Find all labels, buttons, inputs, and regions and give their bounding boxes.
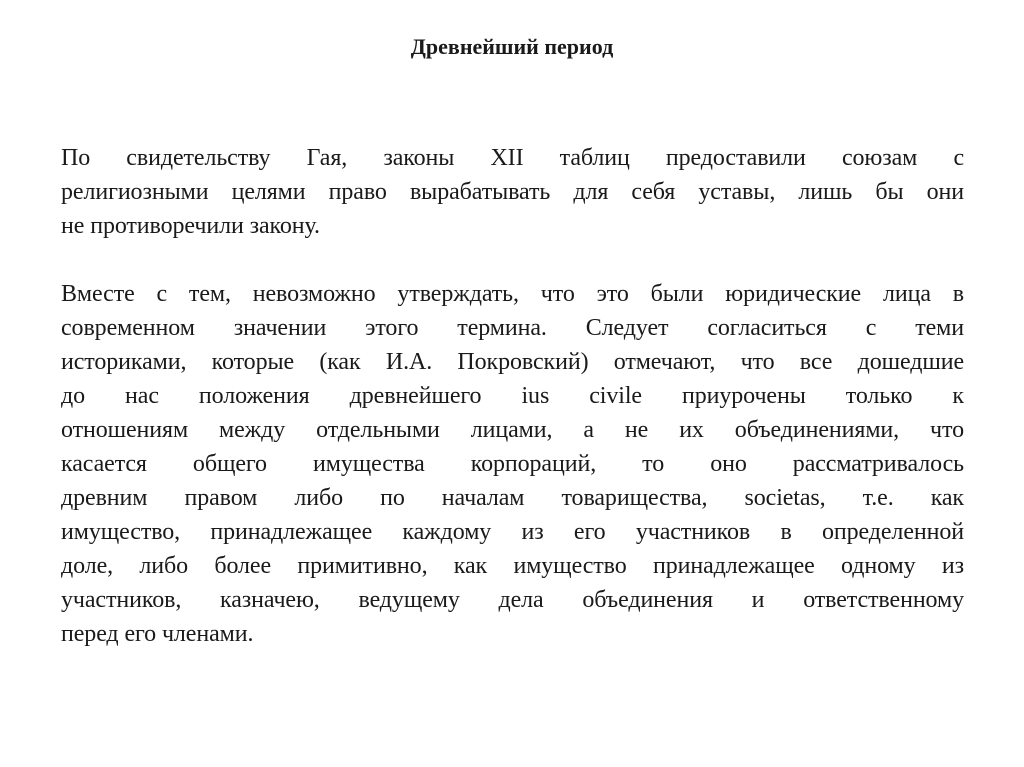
- text-line: имущество, принадлежащее каждому из его участников в определенной: [61, 519, 964, 545]
- text-line: доле, либо более примитивно, как имущество принадлежащее одному из: [61, 553, 964, 579]
- text-line: участников, казначею, ведущему дела объединения и ответственному: [61, 587, 964, 613]
- text-line: не противоречили закону.: [61, 213, 320, 239]
- text-line: Вместе с тем, невозможно утверждать, что это были юридические лица в: [61, 281, 964, 307]
- text-line: древним правом либо по началам товарищества, societas, т.е. как: [61, 485, 964, 511]
- text-line: религиозными целями право вырабатывать для себя уставы, лишь бы они: [61, 179, 964, 205]
- text-line: историками, которые (как И.А. Покровский) отмечают, что все дошедшие: [61, 349, 964, 375]
- text-line: современном значении этого термина. Следует согласиться с теми: [61, 315, 964, 341]
- paragraph-legal-entities: [61, 277, 964, 651]
- text-line: отношениям между отдельными лицами, а не их объединениями, что: [61, 417, 964, 443]
- text-line: По свидетельству Гая, законы XII таблиц предоставили союзам с: [61, 145, 964, 171]
- text-line: до нас положения древнейшего ius civile приурочены только к: [61, 383, 964, 409]
- paragraph-gaius-testimony: [61, 141, 964, 243]
- text-line: перед его членами.: [61, 621, 254, 647]
- page-title: Древнейший период: [410, 34, 614, 59]
- text-line: касается общего имущества корпораций, то оно рассматривалось: [61, 451, 964, 477]
